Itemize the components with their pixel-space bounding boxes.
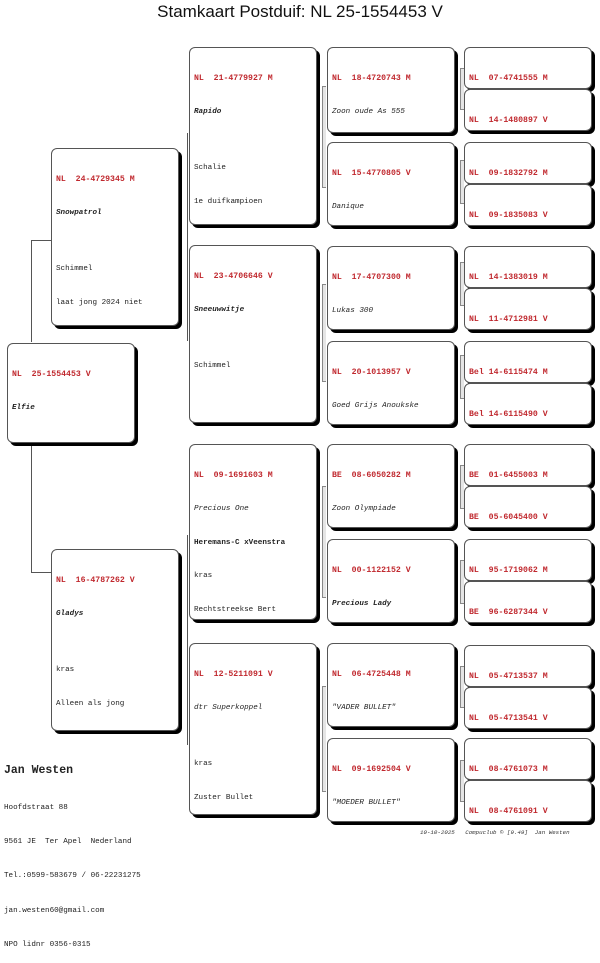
pigeon-name: Elfie [12, 404, 35, 413]
ring-number: NL 16-4787262 V [56, 576, 135, 586]
ring-number: NL 05-4713537 M [469, 672, 548, 682]
ring-number: NL 17-4707300 M [332, 273, 411, 283]
ring-number: NL 23-4706646 V [194, 272, 273, 282]
info-line: kras [56, 666, 75, 675]
connector-gp1 [322, 86, 326, 188]
info-line: kras [194, 760, 213, 769]
ring-number: Bel 14-6115474 M [469, 368, 548, 378]
info-line: Schimmel [194, 362, 231, 371]
connector-mother-gp [187, 535, 188, 745]
ring-number: NL 14-1480897 V [469, 116, 548, 126]
ring-number: NL 08-4761073 M [469, 765, 548, 775]
owner-email[interactable]: jan.westen60@gmail.com [4, 906, 105, 915]
ring-number: NL 09-1832792 M [469, 169, 548, 179]
owner-member-number: NPO lidnr 0356-0315 [4, 940, 91, 949]
info-line: Rechtstreekse Bert [194, 605, 277, 614]
ring-number: NL 09-1691603 M [194, 471, 273, 481]
ring-number: NL 12-5211091 V [194, 670, 273, 680]
ring-number: NL 09-1835083 V [469, 211, 548, 221]
ring-number: NL 95-1719062 M [469, 566, 548, 576]
info-line: Alleen als jong [56, 699, 125, 708]
connector-gp4 [322, 686, 326, 792]
pigeon-card-grandparent-4[interactable] [189, 643, 317, 815]
pigeon-card-ggg-16[interactable] [464, 780, 592, 822]
info-line: Zuster Bullet [194, 793, 254, 802]
pigeon-name: Rapido [194, 108, 222, 117]
pigeon-card-subject[interactable] [7, 343, 135, 443]
pigeon-card-ggg-2[interactable] [464, 89, 592, 131]
connector-mother-h [31, 572, 52, 573]
ring-number: NL 25-1554453 V [12, 370, 91, 380]
ring-number: NL 06-4725448 M [332, 670, 411, 680]
pigeon-card-great-grandparent-2[interactable] [327, 142, 455, 226]
ring-number: NL 11-4712981 V [469, 315, 548, 325]
ring-number: NL 14-1383019 M [469, 273, 548, 283]
pigeon-card-ggg-12[interactable] [464, 581, 592, 623]
pigeon-card-great-grandparent-1[interactable] [327, 47, 455, 133]
pigeon-name: Danique [332, 203, 364, 212]
ring-number: NL 08-4761091 V [469, 807, 548, 817]
pigeon-card-ggg-13[interactable] [464, 645, 592, 687]
ring-number: BE 08-6050282 M [332, 471, 411, 481]
info-line: Schalie [194, 164, 226, 173]
info-line: 1e duifkampioen [194, 197, 263, 206]
pigeon-name: dtr Superkoppel [194, 704, 263, 713]
info-line: Schimmel [56, 265, 93, 274]
pigeon-card-ggg-10[interactable] [464, 486, 592, 528]
pigeon-card-ggg-6[interactable] [464, 288, 592, 330]
owner-info [4, 742, 141, 963]
ring-number: NL 21-4779927 M [194, 74, 273, 84]
pigeon-card-ggg-9[interactable] [464, 444, 592, 486]
pigeon-name: Sneeuwwitje [194, 306, 245, 315]
pigeon-card-great-grandparent-8[interactable] [327, 738, 455, 822]
pigeon-card-great-grandparent-7[interactable] [327, 643, 455, 727]
ring-number: NL 07-4741555 M [469, 74, 548, 84]
pigeon-card-great-grandparent-5[interactable] [327, 444, 455, 528]
info-line: kras [194, 572, 213, 581]
pigeon-card-ggg-5[interactable] [464, 246, 592, 288]
pigeon-name: Lukas 300 [332, 307, 374, 316]
owner-phone: Tel.:0599-583679 / 06-22231275 [4, 872, 141, 881]
pigeon-card-grandparent-2[interactable] [189, 245, 317, 423]
pigeon-card-great-grandparent-4[interactable] [327, 341, 455, 425]
ring-number: NL 05-4713541 V [469, 714, 548, 724]
pigeon-card-ggg-8[interactable] [464, 383, 592, 425]
ring-number: BE 96-6287344 V [469, 608, 548, 618]
pigeon-card-father[interactable] [51, 148, 179, 326]
connector-gp2 [322, 284, 326, 382]
ring-number: NL 00-1122152 V [332, 566, 411, 576]
pigeon-card-grandparent-3[interactable] [189, 444, 317, 620]
pigeon-name: Zoon oude As 555 [332, 108, 405, 117]
ring-number: NL 20-1013957 V [332, 368, 411, 378]
pigeon-card-ggg-15[interactable] [464, 738, 592, 780]
pigeon-name: Precious Lady [332, 600, 392, 609]
ring-number: NL 09-1692504 V [332, 765, 411, 775]
owner-address: Hoofdstraat 88 [4, 804, 68, 813]
pigeon-card-ggg-4[interactable] [464, 184, 592, 226]
ring-number: NL 15-4770805 V [332, 169, 411, 179]
pigeon-card-great-grandparent-6[interactable] [327, 539, 455, 623]
page-title: Stamkaart Postduif: NL 25-1554453 V [157, 2, 443, 21]
owner-city: 9561 JE Ter Apel Nederland [4, 838, 132, 847]
ring-number: NL 18-4720743 M [332, 74, 411, 84]
pigeon-card-ggg-3[interactable] [464, 142, 592, 184]
pigeon-name: Snowpatrol [56, 209, 102, 218]
connector-gp3 [322, 486, 326, 598]
pigeon-card-ggg-14[interactable] [464, 687, 592, 729]
pigeon-card-ggg-11[interactable] [464, 539, 592, 581]
ring-number: BE 01-6455003 M [469, 471, 548, 481]
info-line: Heremans-C xVeenstra [194, 538, 286, 547]
connector-father-gp [187, 133, 188, 341]
ring-number: Bel 14-6115490 V [469, 410, 548, 420]
connector-subject-father [31, 240, 32, 342]
pigeon-name: "VADER BULLET" [332, 704, 396, 713]
info-line: laat jong 2024 niet [56, 298, 143, 307]
footer-credit: 10-10-2025 Compuclub © [9.49] Jan Westen [420, 829, 570, 836]
pigeon-name: Gladys [56, 610, 84, 619]
connector-subject-mother [31, 444, 32, 572]
pigeon-card-grandparent-1[interactable] [189, 47, 317, 225]
ring-number: NL 24-4729345 M [56, 175, 135, 185]
pigeon-card-mother[interactable] [51, 549, 179, 731]
pigeon-name: Goed Grijs Anoukske [332, 402, 419, 411]
pigeon-name: "MOEDER BULLET" [332, 799, 401, 808]
connector-father-h [31, 240, 52, 241]
pigeon-name: Precious One [194, 505, 249, 514]
pigeon-card-ggg-1[interactable] [464, 47, 592, 89]
pigeon-name: Zoon Olympiade [332, 505, 396, 514]
pigeon-card-ggg-7[interactable] [464, 341, 592, 383]
owner-name: Jan Westen [4, 763, 74, 777]
pigeon-card-great-grandparent-3[interactable] [327, 246, 455, 330]
ring-number: BE 05-6045400 V [469, 513, 548, 523]
